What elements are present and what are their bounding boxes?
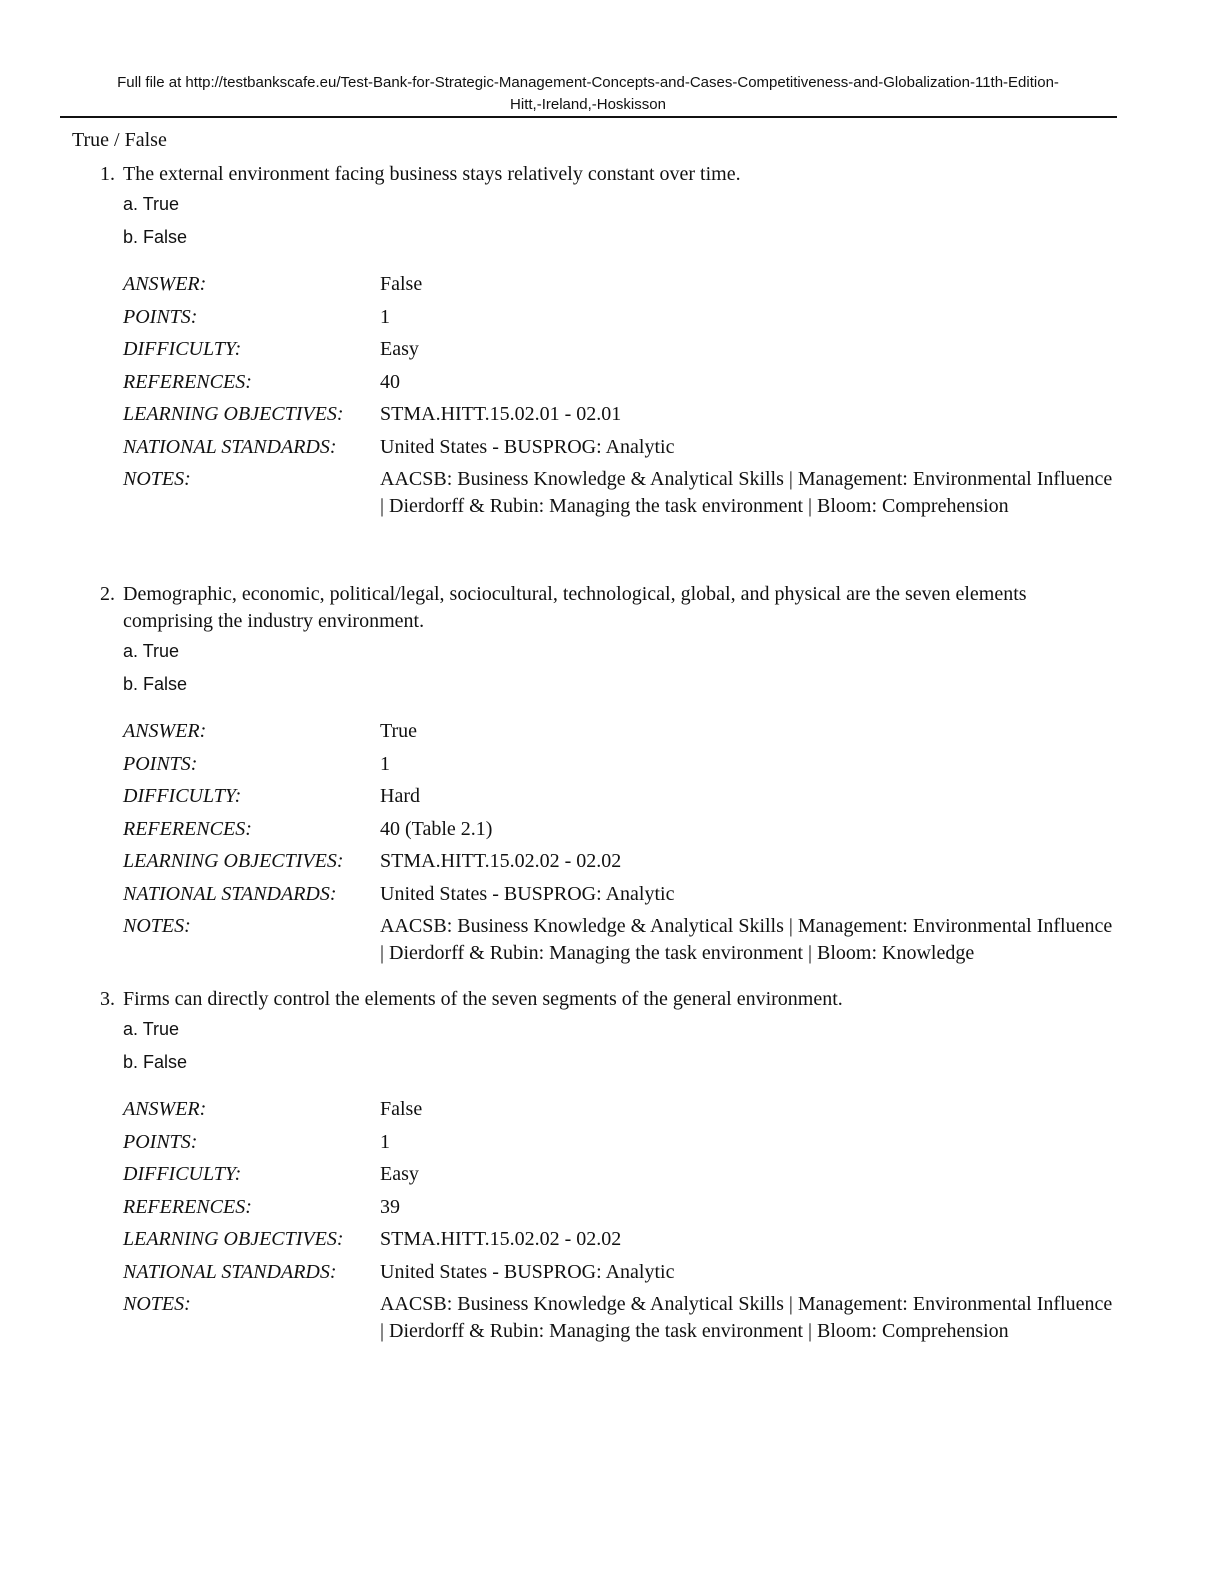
choice-a: a. True (123, 641, 180, 661)
learning-objectives-row (0, 1223, 1224, 1256)
question-number: 3. (100, 988, 115, 1010)
national-standards-row (0, 1256, 1224, 1289)
points-row (0, 301, 1224, 334)
points-value: 1 (380, 752, 390, 775)
national-standards-label: NATIONAL STANDARDS: (123, 435, 337, 458)
question-stem (100, 986, 1113, 1013)
references-row (0, 813, 1224, 846)
references-label: REFERENCES: (123, 817, 252, 840)
learning-objectives-label: LEARNING OBJECTIVES: (123, 1228, 344, 1250)
choice-a: a. True (123, 1019, 180, 1039)
learning-objectives-value: STMA.HITT.15.02.02 - 02.02 (380, 850, 622, 872)
header-divider (60, 116, 1117, 118)
difficulty-label: DIFFICULTY: (123, 1163, 242, 1185)
difficulty-row (0, 333, 1224, 366)
notes-label: NOTES: (123, 468, 191, 490)
answer-label: ANSWER: (123, 273, 207, 295)
references-row (0, 1191, 1224, 1224)
national-standards-row (0, 431, 1224, 464)
header-line-1: Full file at http://testbankscafe.eu/Test-Bank-for-Strategic-Management-Concepts-and-Cases-Competitiveness-and-Globalization-11th-Edition- (117, 74, 1059, 91)
references-value: 40 (Table 2.1) (380, 817, 493, 840)
section-title: True / False (72, 129, 167, 151)
question-number: 2. (100, 583, 115, 605)
question-2 (0, 581, 1224, 966)
difficulty-value: Easy (380, 1163, 419, 1185)
header-line-2: Hitt,-Ireland,-Hoskisson (510, 96, 666, 113)
notes-row (0, 1291, 1224, 1344)
points-row (0, 1126, 1224, 1159)
question-stem (100, 161, 1113, 188)
question-text: Demographic, economic, political/legal, sociocultural, technological, global, and physical are the seven elements comprising the industry environment. (123, 583, 1027, 632)
difficulty-row (0, 780, 1224, 813)
choice-b: b. False (123, 674, 188, 694)
difficulty-value: Easy (380, 338, 419, 360)
notes-value: AACSB: Business Knowledge & Analytical Skills | Management: Environmental Influence | Dierdorff & Rubin: Managing the task environment | Bloom: Knowledge (380, 915, 1113, 964)
answer-row (0, 1093, 1224, 1126)
points-label: POINTS: (123, 1130, 198, 1153)
notes-row (0, 466, 1224, 519)
answer-value: False (380, 1098, 423, 1120)
notes-value: AACSB: Business Knowledge & Analytical Skills | Management: Environmental Influence | Dierdorff & Rubin: Managing the task environment | Bloom: Comprehension (380, 468, 1113, 517)
difficulty-value: Hard (380, 785, 420, 807)
learning-objectives-label: LEARNING OBJECTIVES: (123, 850, 344, 872)
learning-objectives-row (0, 845, 1224, 878)
difficulty-row (0, 1158, 1224, 1191)
references-label: REFERENCES: (123, 370, 252, 393)
answer-row (0, 268, 1224, 301)
question-stem (100, 581, 1113, 635)
question-text: The external environment facing business stays relatively constant over time. (123, 163, 741, 185)
points-label: POINTS: (123, 752, 198, 775)
national-standards-value: United States - BUSPROG: Analytic (380, 1260, 675, 1283)
question-text: Firms can directly control the elements of the seven segments of the general environment. (123, 988, 843, 1010)
learning-objectives-row (0, 398, 1224, 431)
national-standards-value: United States - BUSPROG: Analytic (380, 435, 675, 458)
difficulty-label: DIFFICULTY: (123, 785, 242, 807)
choice-b: b. False (123, 1052, 188, 1072)
difficulty-label: DIFFICULTY: (123, 338, 242, 360)
answer-label: ANSWER: (123, 1098, 207, 1120)
learning-objectives-label: LEARNING OBJECTIVES: (123, 403, 344, 425)
points-value: 1 (380, 1130, 390, 1153)
question-metadata (0, 1093, 1224, 1344)
references-row (0, 366, 1224, 399)
learning-objectives-value: STMA.HITT.15.02.02 - 02.02 (380, 1228, 622, 1250)
references-value: 40 (380, 370, 400, 393)
notes-label: NOTES: (123, 915, 191, 937)
page-header (60, 72, 1116, 116)
question-metadata (0, 268, 1224, 519)
references-label: REFERENCES: (123, 1195, 252, 1218)
learning-objectives-value: STMA.HITT.15.02.01 - 02.01 (380, 403, 622, 425)
notes-label: NOTES: (123, 1293, 191, 1315)
points-value: 1 (380, 305, 390, 328)
question-metadata (0, 715, 1224, 966)
answer-row (0, 715, 1224, 748)
choice-a: a. True (123, 194, 180, 214)
national-standards-label: NATIONAL STANDARDS: (123, 882, 337, 905)
national-standards-label: NATIONAL STANDARDS: (123, 1260, 337, 1283)
answer-value: False (380, 273, 423, 295)
choice-b: b. False (123, 227, 188, 247)
answer-value: True (380, 720, 418, 742)
national-standards-row (0, 878, 1224, 911)
question-number: 1. (100, 163, 115, 185)
references-value: 39 (380, 1195, 400, 1218)
question-1 (0, 161, 1224, 519)
points-label: POINTS: (123, 305, 198, 328)
question-3 (0, 986, 1224, 1344)
answer-label: ANSWER: (123, 720, 207, 742)
points-row (0, 748, 1224, 781)
national-standards-value: United States - BUSPROG: Analytic (380, 882, 675, 905)
notes-row (0, 913, 1224, 966)
notes-value: AACSB: Business Knowledge & Analytical Skills | Management: Environmental Influence | Dierdorff & Rubin: Managing the task environment | Bloom: Comprehension (380, 1293, 1113, 1342)
